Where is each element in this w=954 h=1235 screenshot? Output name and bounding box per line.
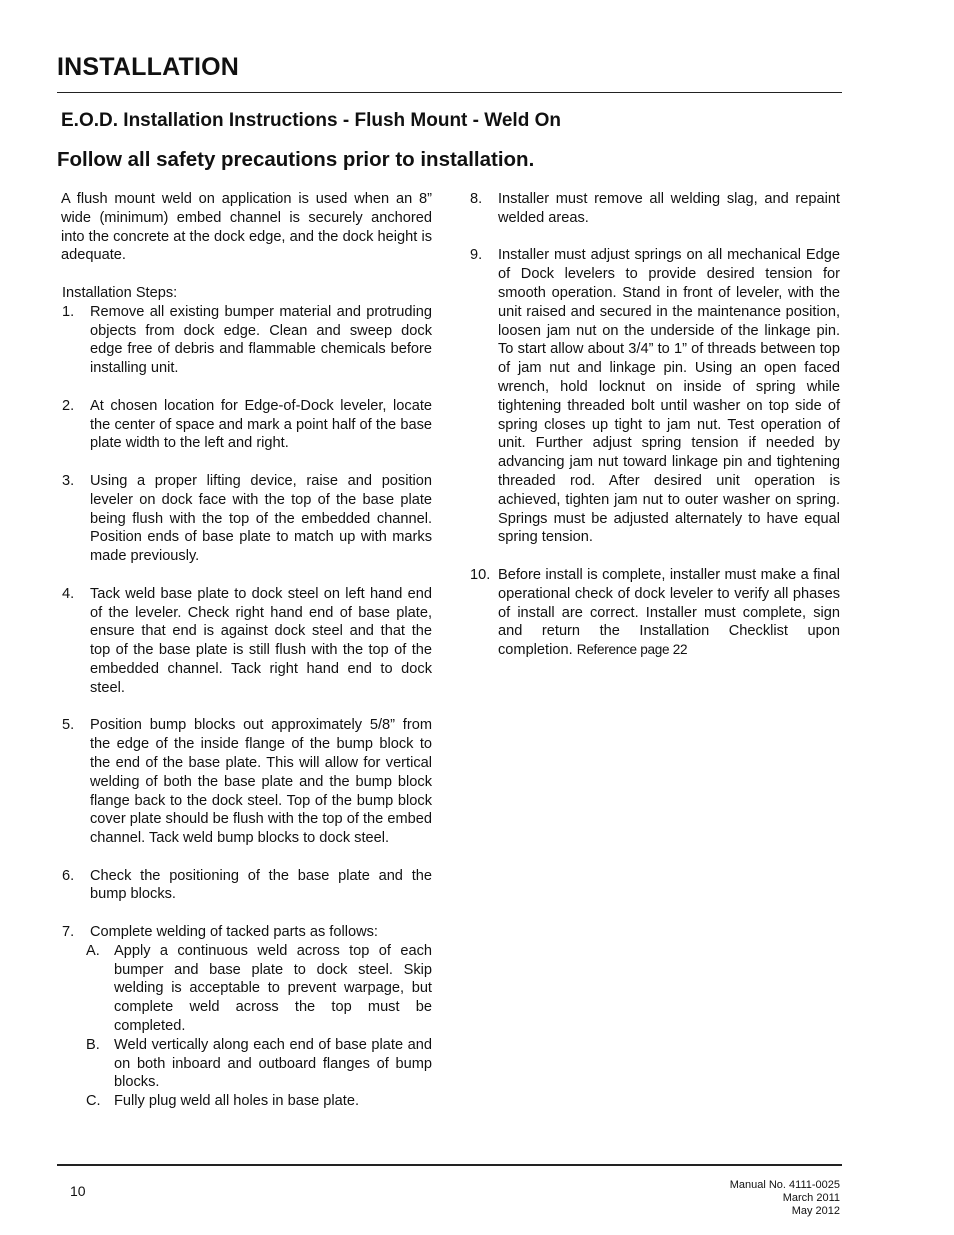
- step-number: 9.: [470, 247, 483, 264]
- step-number: 4.: [62, 585, 75, 602]
- step-number: 5.: [62, 717, 75, 734]
- step-8: [470, 190, 840, 228]
- step-6: [57, 867, 432, 905]
- step-number: 1.: [62, 303, 75, 320]
- step-number: 2.: [62, 397, 75, 414]
- step-text: Installer must remove all welding slag, and repaint welded areas.: [498, 191, 840, 226]
- step-2: [57, 397, 432, 453]
- footer-divider: [57, 1164, 842, 1166]
- step-text: Check the positioning of the base plate and the bump blocks.: [90, 867, 432, 903]
- step-5: [57, 716, 432, 848]
- substep-text: Weld vertically along each end of base plate and on both inboard and outboard flanges of bump blocks.: [114, 1036, 432, 1091]
- intro-paragraph: A flush mount weld on application is used when an 8” wide (minimum) embed channel is securely anchored into the concrete at the dock edge, and the dock height is adequate.: [61, 191, 432, 264]
- step-number: 7.: [62, 924, 75, 941]
- substep-letter: B.: [86, 1036, 100, 1053]
- step-9: [470, 246, 840, 547]
- step-text: At chosen location for Edge-of-Dock leveler, locate the center of space and mark a point half of the base plate width to the left and right.: [90, 397, 432, 452]
- substep-a: [57, 942, 432, 1036]
- step-text: Complete welding of tacked parts as follows:: [90, 924, 378, 941]
- step-number: 10.: [470, 566, 491, 583]
- steps-label: Installation Steps:: [62, 284, 178, 301]
- step-10: [470, 566, 840, 660]
- step-text: Tack weld base plate to dock steel on left hand end of the leveler. Check right hand end of base plate, ensure that end is against dock steel and that the top of the base plate is still flush with the top of the embedded channel. Tack right hand end to dock steel.: [90, 585, 432, 696]
- step-4: [57, 585, 432, 698]
- substep-c: [57, 1092, 432, 1111]
- revision-date: March 2011: [782, 1192, 840, 1204]
- substep-text: Fully plug weld all holes in base plate.: [114, 1093, 359, 1110]
- step-1: [57, 303, 432, 378]
- right-column: [470, 190, 840, 679]
- step-text: Remove all existing bumper material and protruding objects from dock edge. Clean and sweep dock edge free of debris and flammable chemicals before installing unit.: [90, 303, 432, 377]
- safety-warning: Follow all safety precautions prior to installation.: [57, 148, 535, 171]
- step-text: Using a proper lifting device, raise and position leveler on dock face with the top of the base plate being flush with the top of the embedded channel. Position ends of base plate to match up with marks made previously.: [90, 472, 432, 565]
- revision-date: May 2012: [791, 1205, 840, 1217]
- step-text: Position bump blocks out approximately 5/8” from the edge of the inside flange of the bump block to the end of the base plate. This will allow for vertical welding of both the base plate and the bump block flange back to the dock steel. Top of the bump block cover plate should be flush with the top of the embed channel. Tack weld bump blocks to dock steel.: [90, 717, 432, 847]
- step-3: [57, 472, 432, 566]
- step-text: Installer must adjust springs on all mechanical Edge of Dock levelers to provide desired tension for smooth operation. Stand in front of leveler, with the unit raised and secured in the maintenance position, loosen jam nut on the underside of the linkage pin. To start allow about 3/4” to 1” of threads between top of jam nut and linkage pin. Using an open faced wrench, hold locknut on inside of spring while tightening threaded bolt until washer on top side of spring closes up tight to jam nut. Test operation of unit. Further adjust spring tension if needed by advancing jam nut toward linkage pin and tightening threaded rod. After desired unit operation is achieved, tighten jam nut to outer washer on spring. Springs must be adjusted alternately to have equal spring tension.: [498, 247, 840, 546]
- left-column: [57, 190, 432, 1111]
- step-number: 6.: [62, 867, 75, 884]
- substep-letter: A.: [86, 942, 100, 959]
- header-divider: [57, 92, 842, 93]
- page-number: 10: [70, 1183, 86, 1199]
- step-number: 8.: [470, 191, 483, 207]
- substep-text: Apply a continuous weld across top of each bumper and base plate to dock steel. Skip welding is acceptable to prevent warpage, but complete weld across the top must be completed.: [114, 942, 432, 1035]
- step-number: 3.: [62, 472, 75, 489]
- step-7: [57, 923, 432, 942]
- manual-number: Manual No. 4111-0025: [729, 1179, 840, 1191]
- reference-link: Reference page 22: [576, 642, 688, 658]
- manual-info: [730, 1179, 840, 1218]
- section-subtitle: E.O.D. Installation Instructions - Flush Mount - Weld On: [61, 110, 561, 131]
- substep-b: [57, 1036, 432, 1092]
- step-text: Before install is complete, installer must make a final operational check of dock leveler to verify all phases of install are correct. Installer must complete, sign and return the Installation Checklist upon completion.: [498, 566, 840, 659]
- substep-letter: C.: [86, 1093, 101, 1110]
- page-title: INSTALLATION: [57, 53, 240, 81]
